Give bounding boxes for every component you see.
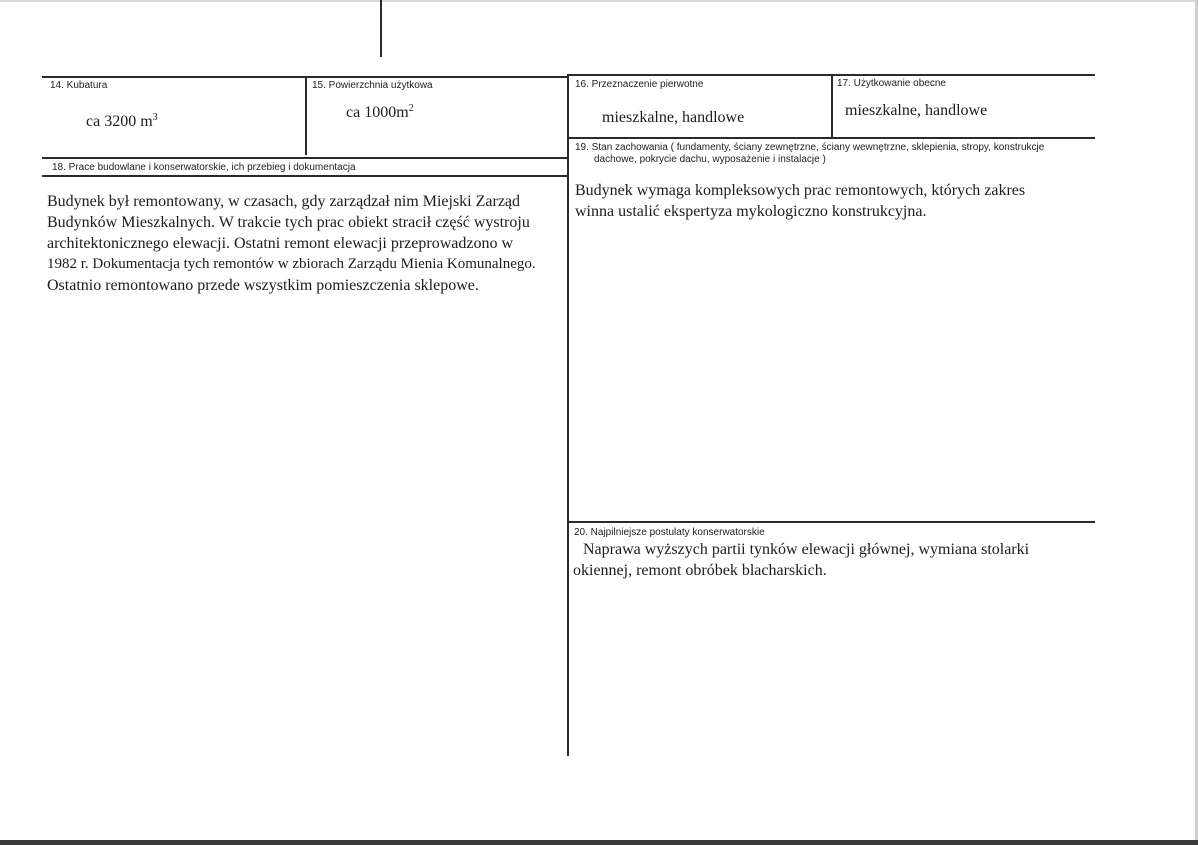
field18-line: Ostatnio remontowano przede wszystkim pomieszczenia sklepowe. <box>47 277 479 294</box>
field20-top-rule <box>568 521 1095 523</box>
field19-line: Budynek wymaga kompleksowych prac remontowych, których zakres <box>575 182 1026 199</box>
field15-value-text: ca 1000m <box>346 104 409 121</box>
scan-bottom-edge <box>0 840 1198 845</box>
field19-label-cont: dachowe, pokrycie dachu, wyposażenie i instalacje ) <box>594 154 826 165</box>
field17-value: mieszkalne, handlowe <box>845 102 988 119</box>
field19-line: winna ustalić ekspertyza mykologiczno konstrukcyjna. <box>575 203 927 220</box>
field17-label: 17. Użytkowanie obecne <box>837 78 946 89</box>
field18-label: 18. Prace budowlane i konserwatorskie, ich przebieg i dokumentacja <box>52 162 356 173</box>
field20-line: okiennej, remont obróbek blacharskich. <box>573 562 827 579</box>
field19-label: 19. Stan zachowania ( fundamenty, ściany zewnętrzne, ściany wewnętrzne, sklepienia, stropy, konstrukcje <box>575 142 1045 153</box>
field14-value-exponent: 3 <box>152 112 158 123</box>
top-divider <box>380 0 382 57</box>
field14-label: 14. Kubatura <box>50 80 108 91</box>
field16-label: 16. Przeznaczenie pierwotne <box>575 79 704 90</box>
field16-value: mieszkalne, handlowe <box>602 109 745 126</box>
field14-15-divider <box>305 76 307 155</box>
field15-value <box>346 104 414 122</box>
field18-top-rule <box>42 157 568 159</box>
field18-line: Budynek był remontowany, w czasach, gdy zarządzał nim Miejski Zarząd <box>47 193 521 210</box>
field20-text <box>573 539 1088 581</box>
field16-17-divider <box>831 74 833 138</box>
field15-label: 15. Powierzchnia użytkowa <box>312 80 433 91</box>
field18-label-rule <box>42 175 568 177</box>
field14-value-text: ca 3200 m <box>86 113 153 130</box>
field17-bottom-rule <box>568 137 1095 139</box>
field18-text <box>47 191 566 296</box>
field14-value <box>86 113 158 131</box>
field18-line: 1982 r. Dokumentacja tych remontów w zbiorach Zarządu Mienia Komunalnego. <box>47 256 536 272</box>
field19-text <box>575 180 1090 222</box>
field20-label: 20. Najpilniejsze postulaty konserwatorskie <box>574 527 765 538</box>
scan-top-edge <box>0 0 1198 2</box>
center-column-divider <box>567 74 569 756</box>
field20-line: Naprawa wyższych partii tynków elewacji głównej, wymiana stolarki <box>583 541 1030 558</box>
field18-line: Budynków Mieszkalnych. W trakcie tych prac obiekt stracił część wystroju <box>47 214 530 231</box>
field18-line: architektonicznego elewacji. Ostatni remont elewacji przeprowadzono w <box>47 235 514 252</box>
field15-value-exponent: 2 <box>408 103 414 114</box>
